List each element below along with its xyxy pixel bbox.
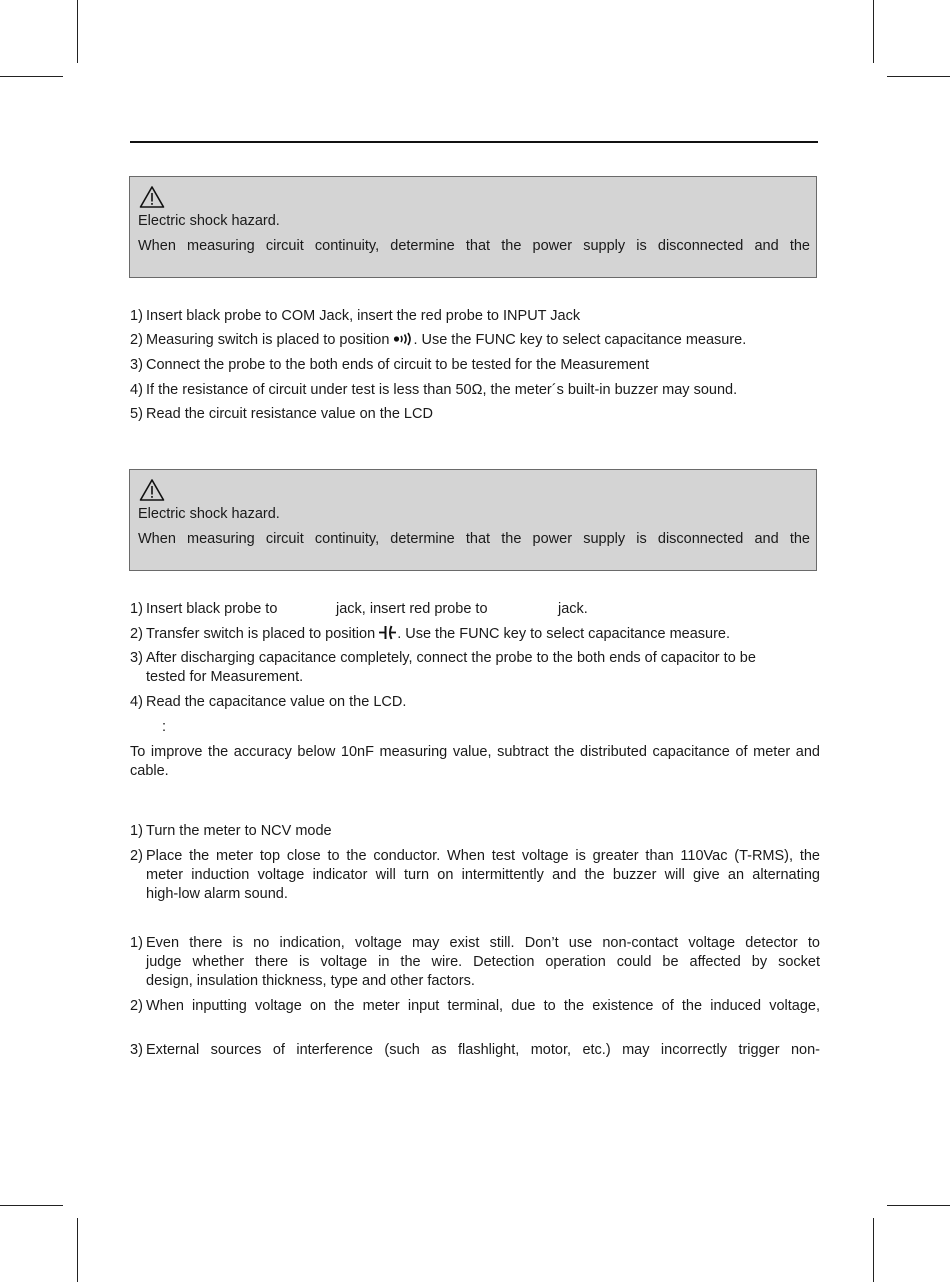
capacitance-note: To improve the accuracy below 10nF measuring value, subtract the distributed capacitance of meter and cable. — [130, 744, 820, 779]
list-number: 3) — [130, 650, 143, 666]
header-rule — [130, 141, 818, 143]
list-number: 2) — [130, 848, 143, 864]
list-text — [146, 331, 820, 350]
list-number: 2) — [130, 332, 143, 348]
list-text — [146, 649, 820, 687]
text-line: After discharging capacitance completely, connect the probe to the both ends of capacitor to be — [146, 650, 756, 666]
list-text: Insert black probe to COM Jack, insert the red probe to INPUT Jack — [146, 308, 581, 324]
warning-triangle-icon — [139, 185, 165, 209]
warning-box — [129, 469, 817, 571]
list-text — [146, 934, 820, 991]
list-text: If the resistance of circuit under test is less than 50Ω, the meter´s built-in buzzer may sound. — [146, 382, 738, 398]
text-line: design, insulation thickness, type and other factors. — [146, 973, 475, 989]
list-text — [146, 847, 820, 904]
warning-text: When measuring circuit continuity, determine that the power supply is disconnected and the — [138, 238, 810, 254]
list-text: When inputting voltage on the meter input terminal, due to the existence of the induced voltage, — [146, 998, 820, 1014]
warning-text: When measuring circuit continuity, determine that the power supply is disconnected and the — [138, 531, 810, 547]
list-number: 4) — [130, 382, 143, 398]
list-text: External sources of interference (such as flashlight, motor, etc.) may incorrectly trigger non- — [146, 1042, 820, 1058]
list-number: 2) — [130, 998, 143, 1014]
list-text — [146, 625, 820, 644]
list-number: 5) — [130, 406, 143, 422]
list-number: 1) — [130, 823, 143, 839]
list-text: Read the circuit resistance value on the LCD — [146, 406, 433, 422]
list-text: Connect the probe to the both ends of circuit to be tested for the Measurement — [146, 357, 649, 373]
warning-box — [129, 176, 817, 278]
crop-mark — [0, 1205, 63, 1206]
list-text: Turn the meter to NCV mode — [146, 823, 332, 839]
list-number: 1) — [130, 308, 143, 324]
text-part: Insert black probe to — [146, 601, 278, 617]
text-part: jack. — [558, 601, 588, 617]
text-before-icon: Transfer switch is placed to position — [146, 626, 376, 642]
warning-triangle-icon — [139, 478, 165, 502]
text-after-icon: . Use the FUNC key to select capacitance measure. — [397, 626, 731, 642]
list-number: 4) — [130, 694, 143, 710]
crop-mark — [873, 0, 874, 63]
crop-mark — [873, 1218, 874, 1282]
crop-mark — [887, 76, 950, 77]
list-number: 1) — [130, 935, 143, 951]
crop-mark — [887, 1205, 950, 1206]
capacitor-icon — [379, 625, 397, 640]
text-line: high-low alarm sound. — [146, 886, 288, 902]
text-line: meter induction voltage indicator will turn on intermittently and the buzzer will give an alternating — [146, 867, 820, 883]
crop-mark — [77, 1218, 78, 1282]
text-part: jack, insert red probe to — [336, 601, 488, 617]
list-number: 3) — [130, 357, 143, 373]
text-line: judge whether there is voltage in the wire. Detection operation could be affected by socket — [146, 954, 820, 970]
text-before-icon: Measuring switch is placed to position — [146, 332, 390, 348]
continuity-buzzer-icon — [393, 332, 413, 346]
text-after-icon: . Use the FUNC key to select capacitance measure. — [413, 332, 747, 348]
crop-mark — [77, 0, 78, 63]
list-number: 2) — [130, 626, 143, 642]
warning-title: Electric shock hazard. — [138, 213, 280, 229]
list-number: 1) — [130, 601, 143, 617]
text-line: Even there is no indication, voltage may exist still. Don’t use non-contact voltage detector to — [146, 935, 820, 951]
list-text: Read the capacitance value on the LCD. — [146, 694, 407, 710]
note-colon: : — [162, 719, 167, 735]
list-number: 3) — [130, 1042, 143, 1058]
text-line: tested for Measurement. — [146, 669, 304, 685]
crop-mark — [0, 76, 63, 77]
warning-title: Electric shock hazard. — [138, 506, 280, 522]
text-line: Place the meter top close to the conductor. When test voltage is greater than 110Vac (T-RMS), the — [146, 848, 820, 864]
